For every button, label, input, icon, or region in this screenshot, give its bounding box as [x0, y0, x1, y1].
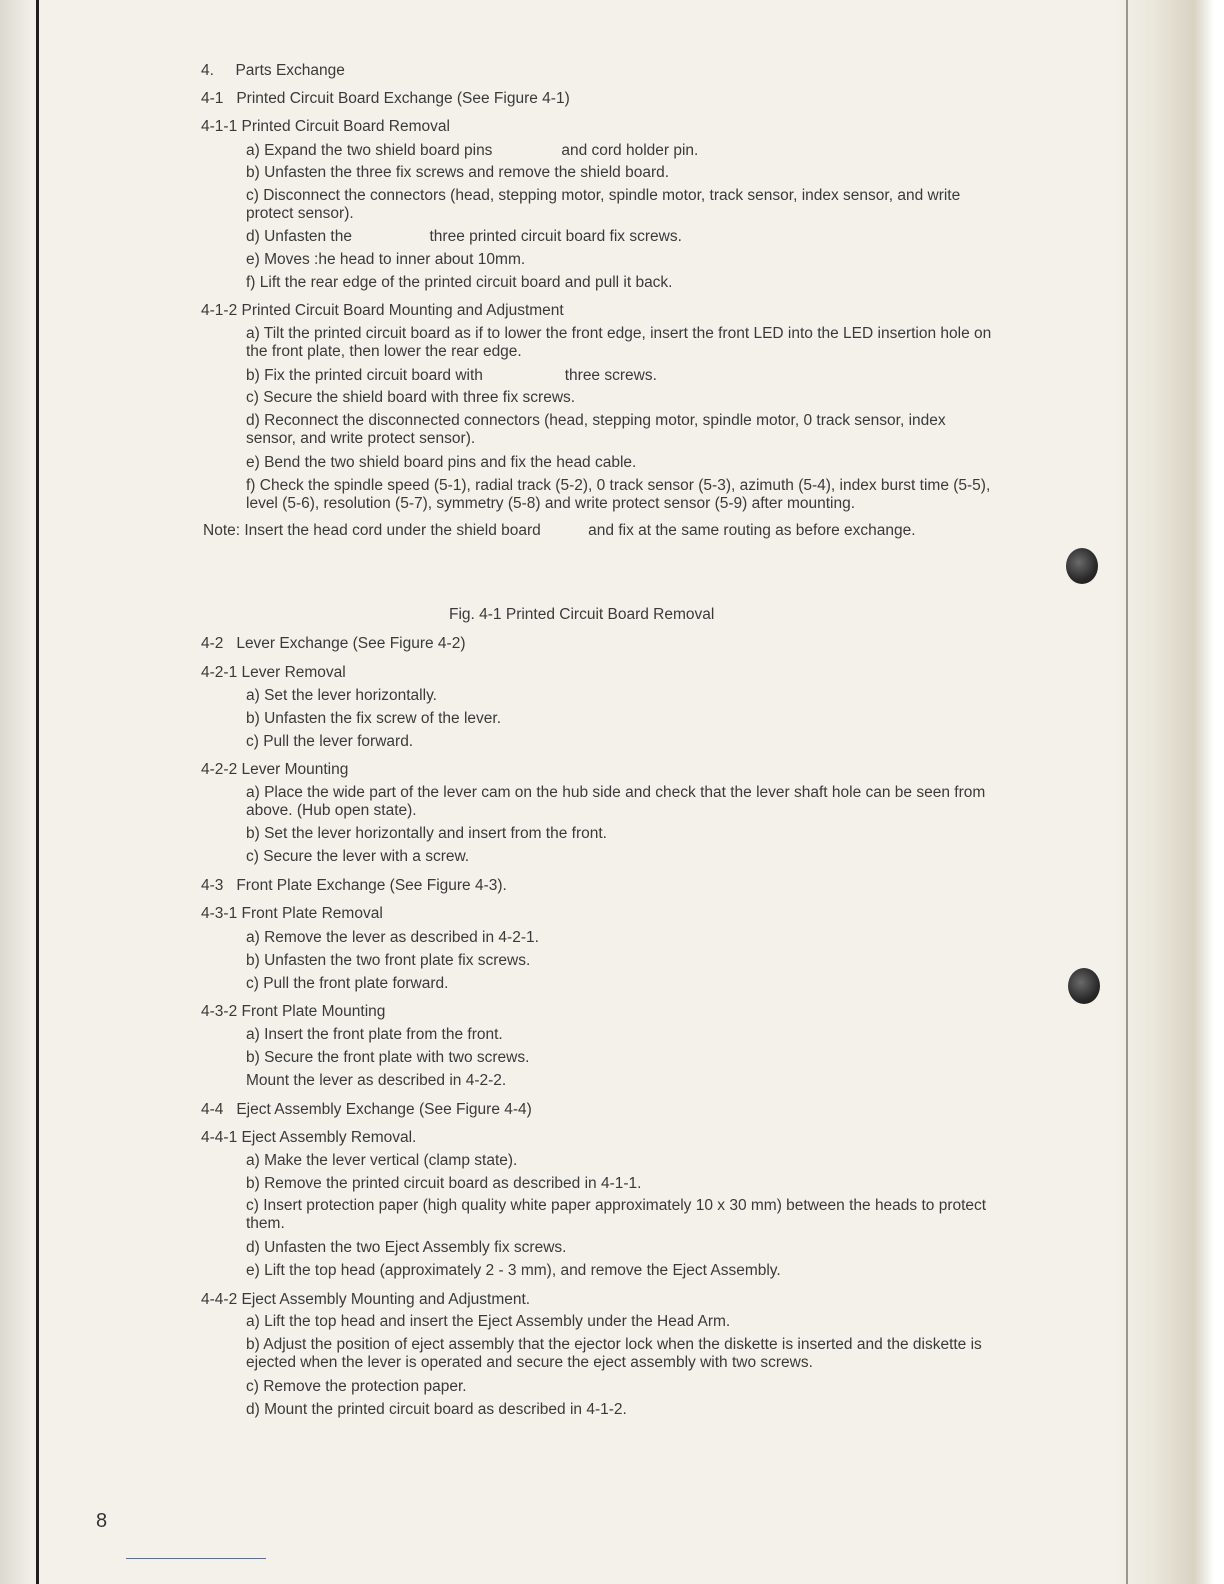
step-item: c) Pull the front plate forward. — [246, 975, 449, 992]
step-item: b) Secure the front plate with two screws. — [246, 1049, 530, 1066]
page-number: 8 — [96, 1510, 108, 1532]
step-item: f) Lift the rear edge of the printed circuit board and pull it back. — [246, 274, 673, 291]
section-heading: 4. Parts Exchange — [201, 62, 345, 79]
step-item: a) Set the lever horizontally. — [246, 687, 437, 704]
step-item: a) Make the lever vertical (clamp state). — [246, 1152, 518, 1169]
section-heading: 4-1 Printed Circuit Board Exchange (See Figure 4-1) — [201, 90, 570, 107]
step-item: b) Unfasten the three fix screws and remove the shield board. — [246, 164, 670, 181]
step-item: a) Remove the lever as described in 4-2-1. — [246, 929, 539, 946]
subsection-heading: 4-4-1 Eject Assembly Removal. — [201, 1129, 417, 1146]
step-item: d) Unfasten the two Eject Assembly fix screws. — [246, 1239, 567, 1256]
step-item: c) Remove the protection paper. — [246, 1378, 467, 1395]
step-item: a) Insert the front plate from the front. — [246, 1026, 503, 1043]
step-item: a) Tilt the printed circuit board as if to lower the front edge, insert the front LED into the LED insertion hole on the front plate, then lower the rear edge. — [246, 325, 992, 360]
step-item: c) Secure the lever with a screw. — [246, 848, 470, 865]
subsection-heading: 4-3-1 Front Plate Removal — [201, 905, 383, 922]
subsection-heading: 4-1-1 Printed Circuit Board Removal — [201, 118, 450, 135]
subsection-heading: 4-2-1 Lever Removal — [201, 664, 346, 681]
step-item: c) Disconnect the connectors (head, stepping motor, spindle motor, track sensor, index sensor, and write protect sensor). — [246, 187, 961, 222]
step-item: c) Pull the lever forward. — [246, 733, 414, 750]
step-item: f) Check the spindle speed (5-1), radial track (5-2), 0 track sensor (5-3), azimuth (5-4), index burst time (5-5), level (5-6), resolution (5-7), symmetry (5-8) and write protect sensor (5-9) after mounting. — [246, 477, 991, 512]
section-heading: 4-2 Lever Exchange (See Figure 4-2) — [201, 635, 466, 652]
step-item: d) Unfasten the three printed circuit board fix screws. — [246, 228, 682, 245]
subsection-heading: 4-3-2 Front Plate Mounting — [201, 1003, 386, 1020]
subsection-heading: 4-2-2 Lever Mounting — [201, 761, 349, 778]
note: Note: Insert the head cord under the shield board and fix at the same routing as before exchange. — [203, 522, 916, 539]
step-item: c) Insert protection paper (high quality white paper approximately 10 x 30 mm) between the heads to protect them. — [246, 1197, 987, 1232]
step-item: e) Bend the two shield board pins and fix the head cable. — [246, 454, 637, 471]
step-item: e) Moves :he head to inner about 10mm. — [246, 251, 526, 268]
step-item: b) Remove the printed circuit board as described in 4-1-1. — [246, 1175, 642, 1192]
step-item: b) Fix the printed circuit board with three screws. — [246, 367, 657, 384]
step-item: b) Adjust the position of eject assembly that the ejector lock when the diskette is inserted and the diskette is ejected when the lever is operated and secure the eject assembly with two screws. — [246, 1336, 982, 1371]
figure-caption: Fig. 4-1 Printed Circuit Board Removal — [449, 606, 715, 623]
step-item: c) Secure the shield board with three fix screws. — [246, 389, 576, 406]
step-item: b) Set the lever horizontally and insert from the front. — [246, 825, 607, 842]
step-item: a) Place the wide part of the lever cam on the hub side and check that the lever shaft hole can be seen from above. (Hub open state). — [246, 784, 986, 819]
subsection-heading: 4-4-2 Eject Assembly Mounting and Adjustment. — [201, 1291, 531, 1308]
step-item: e) Lift the top head (approximately 2 - 3 mm), and remove the Eject Assembly. — [246, 1262, 781, 1279]
step-item: d) Mount the printed circuit board as described in 4-1-2. — [246, 1401, 627, 1418]
step-item: a) Lift the top head and insert the Eject Assembly under the Head Arm. — [246, 1313, 731, 1330]
step-item: Mount the lever as described in 4-2-2. — [246, 1072, 507, 1089]
step-item: b) Unfasten the two front plate fix screws. — [246, 952, 531, 969]
step-item: a) Expand the two shield board pins and cord holder pin. — [246, 142, 699, 159]
step-item: b) Unfasten the fix screw of the lever. — [246, 710, 502, 727]
step-item: d) Reconnect the disconnected connectors (head, stepping motor, spindle motor, 0 track sensor, index sensor, and write protect sensor). — [246, 412, 946, 447]
section-heading: 4-4 Eject Assembly Exchange (See Figure 4-4) — [201, 1101, 532, 1118]
subsection-heading: 4-1-2 Printed Circuit Board Mounting and Adjustment — [201, 302, 564, 319]
section-heading: 4-3 Front Plate Exchange (See Figure 4-3). — [201, 877, 507, 894]
